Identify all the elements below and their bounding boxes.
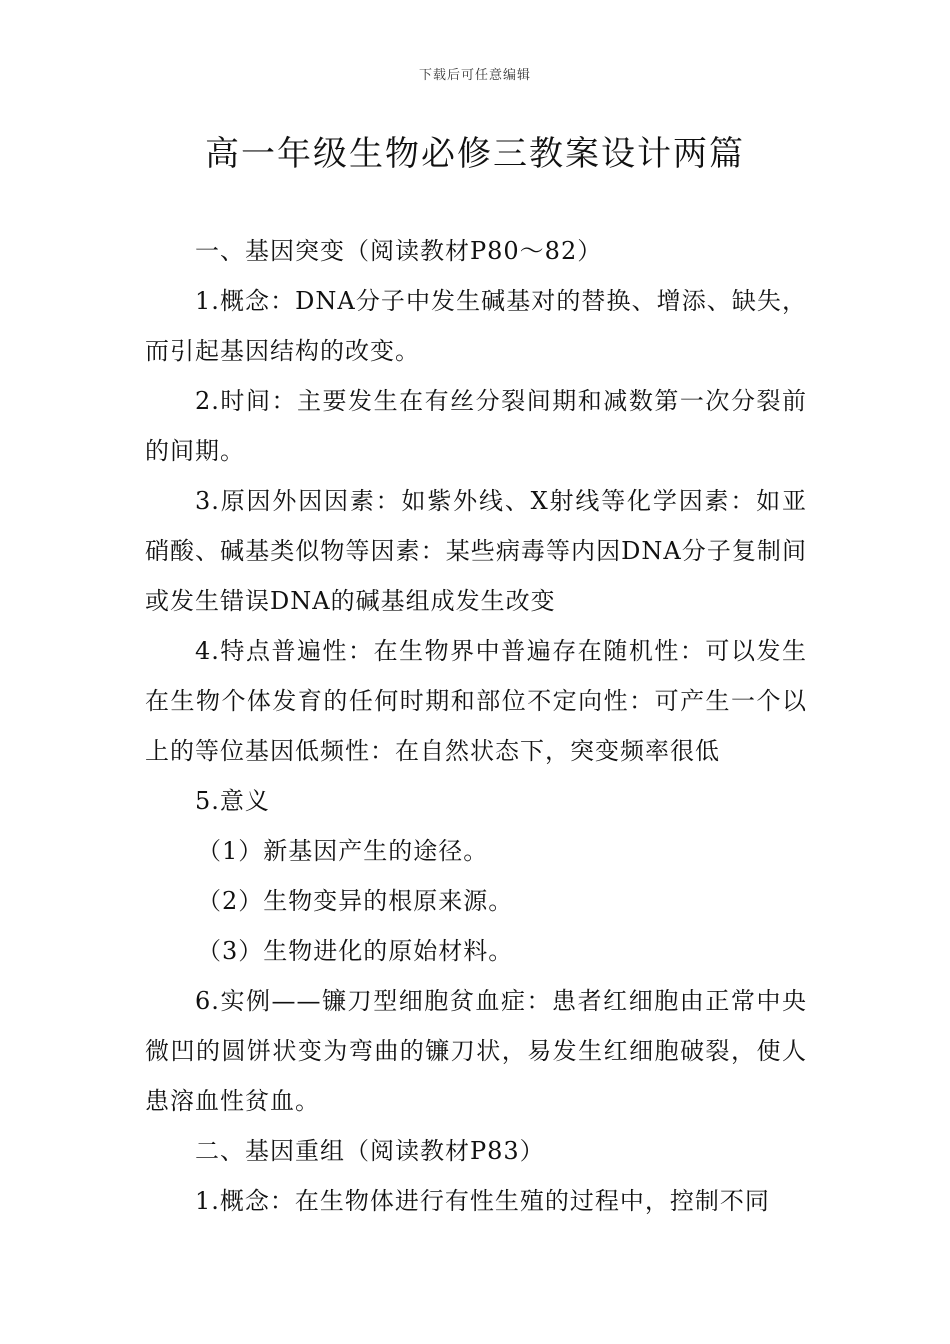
paragraph-example: 6.实例——镰刀型细胞贫血症：患者红细胞由正常中央微凹的圆饼状变为弯曲的镰刀状，易发生红细胞破裂，使人患溶血性贫血。 bbox=[145, 987, 807, 1115]
paragraph-recombination-concept: 1.概念：在生物体进行有性生殖的过程中，控制不同 bbox=[195, 1187, 770, 1215]
paragraph-time: 2.时间：主要发生在有丝分裂间期和减数第一次分裂前的间期。 bbox=[145, 387, 807, 465]
section-heading-gene-recombination: 二、基因重组（阅读教材P83） bbox=[195, 1137, 545, 1165]
paragraph-cause: 3.原因外因因素：如紫外线、X射线等化学因素：如亚硝酸、碱基类似物等因素：某些病毒等内因DNA分子复制间或发生错误DNA的碱基组成发生改变 bbox=[145, 487, 807, 615]
section-heading-gene-mutation: 一、基因突变（阅读教材P80～82） bbox=[195, 237, 603, 265]
document-body bbox=[145, 226, 807, 1226]
paragraph-features: 4.特点普遍性：在生物界中普遍存在随机性：可以发生在生物个体发育的任何时期和部位不定向性：可产生一个以上的等位基因低频性：在自然状态下，突变频率很低 bbox=[145, 637, 807, 765]
paragraph-concept: 1.概念：DNA分子中发生碱基对的替换、增添、缺失，而引起基因结构的改变。 bbox=[145, 287, 807, 365]
list-item-significance-1: （1）新基因产生的途径。 bbox=[197, 837, 489, 865]
list-item-significance-3: （3）生物进化的原始材料。 bbox=[197, 937, 514, 965]
document-title: 高一年级生物必修三教案设计两篇 bbox=[205, 134, 745, 174]
paragraph-significance: 5.意义 bbox=[195, 787, 270, 815]
list-item-significance-2: （2）生物变异的根原来源。 bbox=[197, 887, 514, 915]
header-note: 下载后可任意编辑 bbox=[418, 68, 531, 83]
